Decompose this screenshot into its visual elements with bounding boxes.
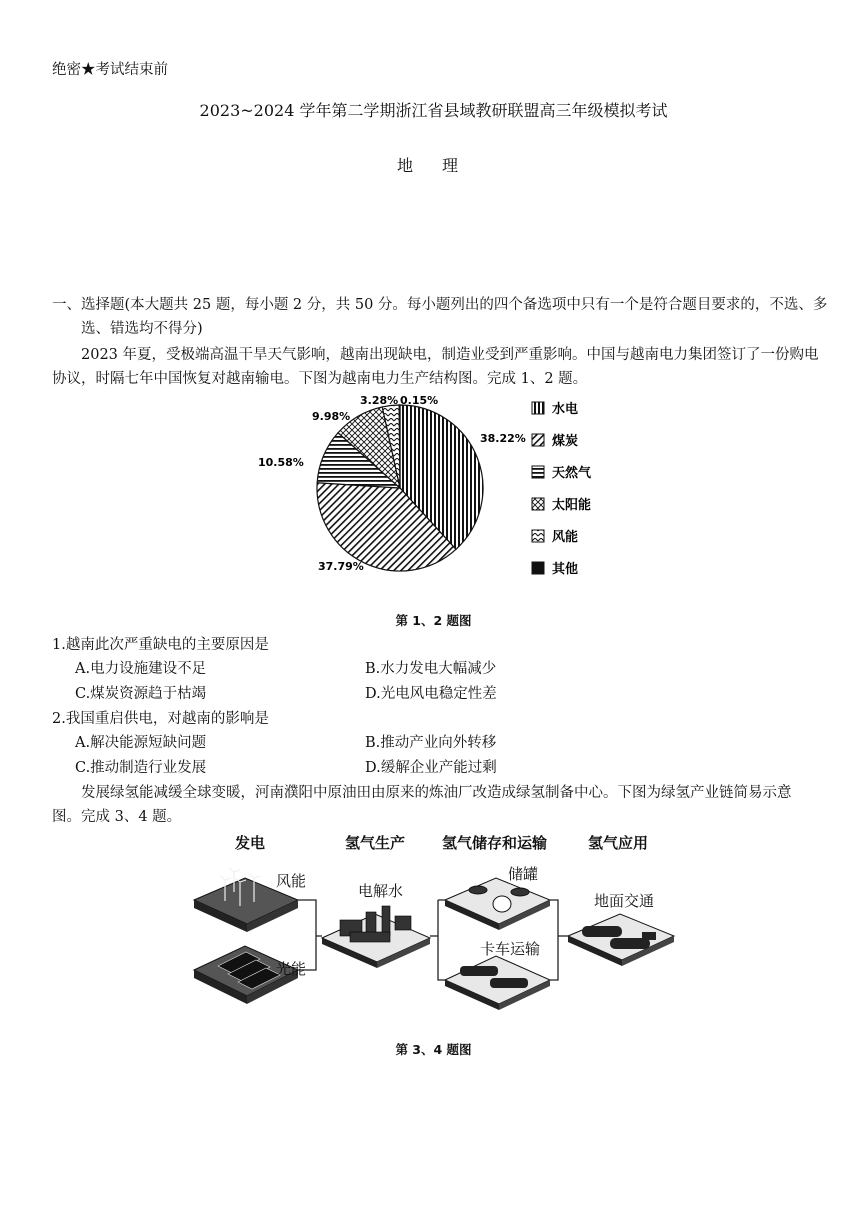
- q1-option-a[interactable]: A.电力设施建设不足: [75, 661, 207, 677]
- legend-label-2: 煤炭: [552, 434, 579, 449]
- diagram-graphics: [190, 828, 690, 1038]
- q1-option-b[interactable]: B.水力发电大幅减少: [365, 661, 497, 677]
- pie-label-5: 3.28%: [360, 394, 399, 407]
- legend-label-3: 天然气: [552, 466, 592, 481]
- header-generation: 发电: [235, 834, 266, 852]
- pie-slice-6: [399, 405, 400, 488]
- header-application: 氢气应用: [588, 834, 649, 852]
- figure-2-caption: 第 3、4 题图: [395, 1042, 472, 1057]
- section-title: 一、选择题(本大题共 25 题，每小题 2 分，共 50 分。每小题列出的四个备选项中只有一个是符合题目要求的，不选、多选、错选均不得分): [52, 297, 828, 337]
- electrolysis-tile: [322, 906, 430, 968]
- passage-1: 2023 年夏，受极端高温干旱天气影响，越南出现缺电，制造业受到严重影响。中国与越南电力集团签订了一份购电协议，时隔七年中国恢复对越南输电。下图为越南电力生产结构图。完成 1、2 题。: [52, 347, 819, 387]
- storage-tank-tile: [445, 878, 550, 930]
- green-hydrogen-chain-diagram: [190, 828, 690, 1038]
- truck-tile: [445, 956, 550, 1010]
- legend-swatch-1: [532, 402, 544, 414]
- power-structure-pie-chart: [250, 388, 630, 588]
- q1-option-c[interactable]: C.煤炭资源趋于枯竭: [75, 686, 207, 702]
- pie-label-4: 9.98%: [312, 410, 351, 423]
- label-solar: 光能: [276, 960, 307, 978]
- label-ground-transport: 地面交通: [594, 892, 655, 910]
- confidential-mark: 绝密★考试结束前: [52, 62, 168, 78]
- q1-option-d[interactable]: D.光电风电稳定性差: [365, 686, 497, 702]
- subject-title: 地 理: [396, 156, 471, 175]
- pie-label-6: 0.15%: [400, 394, 439, 407]
- pie-label-1: 38.22%: [480, 432, 526, 445]
- legend-swatch-3: [532, 466, 544, 478]
- q2-option-b[interactable]: B.推动产业向外转移: [365, 735, 497, 751]
- figure-1-caption: 第 1、2 题图: [395, 613, 472, 628]
- legend-label-5: 风能: [552, 530, 579, 545]
- passage-2: 发展绿氢能减缓全球变暖，河南濮阳中原油田由原来的炼油厂改造成绿氢制备中心。下图为绿氢产业链简易示意图。完成 3、4 题。: [52, 785, 792, 825]
- label-electrolysis: 电解水: [358, 882, 404, 900]
- header-storage-transport: 氢气储存和运输: [442, 834, 548, 852]
- label-wind: 风能: [276, 872, 307, 890]
- q2-option-c[interactable]: C.推动制造行业发展: [75, 760, 207, 776]
- legend-label-1: 水电: [552, 402, 579, 417]
- question-2-stem: 2.我国重启供电，对越南的影响是: [52, 711, 269, 727]
- legend-label-4: 太阳能: [552, 498, 592, 513]
- question-1-stem: 1.越南此次严重缺电的主要原因是: [52, 637, 269, 653]
- pie-label-3: 10.58%: [258, 456, 304, 469]
- ground-transport-tile: [568, 914, 674, 966]
- label-truck: 卡车运输: [480, 940, 541, 958]
- legend-swatch-5: [532, 530, 544, 542]
- legend-swatch-2: [532, 434, 544, 446]
- pie-label-2: 37.79%: [318, 560, 364, 573]
- label-tank: 储罐: [508, 865, 539, 883]
- legend-label-6: 其他: [552, 562, 579, 577]
- q2-option-d[interactable]: D.缓解企业产能过剩: [365, 760, 497, 776]
- legend-swatch-6: [532, 562, 544, 574]
- legend-swatch-4: [532, 498, 544, 510]
- exam-title: 2023~2024 学年第二学期浙江省县域教研联盟高三年级模拟考试: [199, 101, 668, 120]
- header-production: 氢气生产: [345, 834, 406, 852]
- q2-option-a[interactable]: A.解决能源短缺问题: [75, 735, 207, 751]
